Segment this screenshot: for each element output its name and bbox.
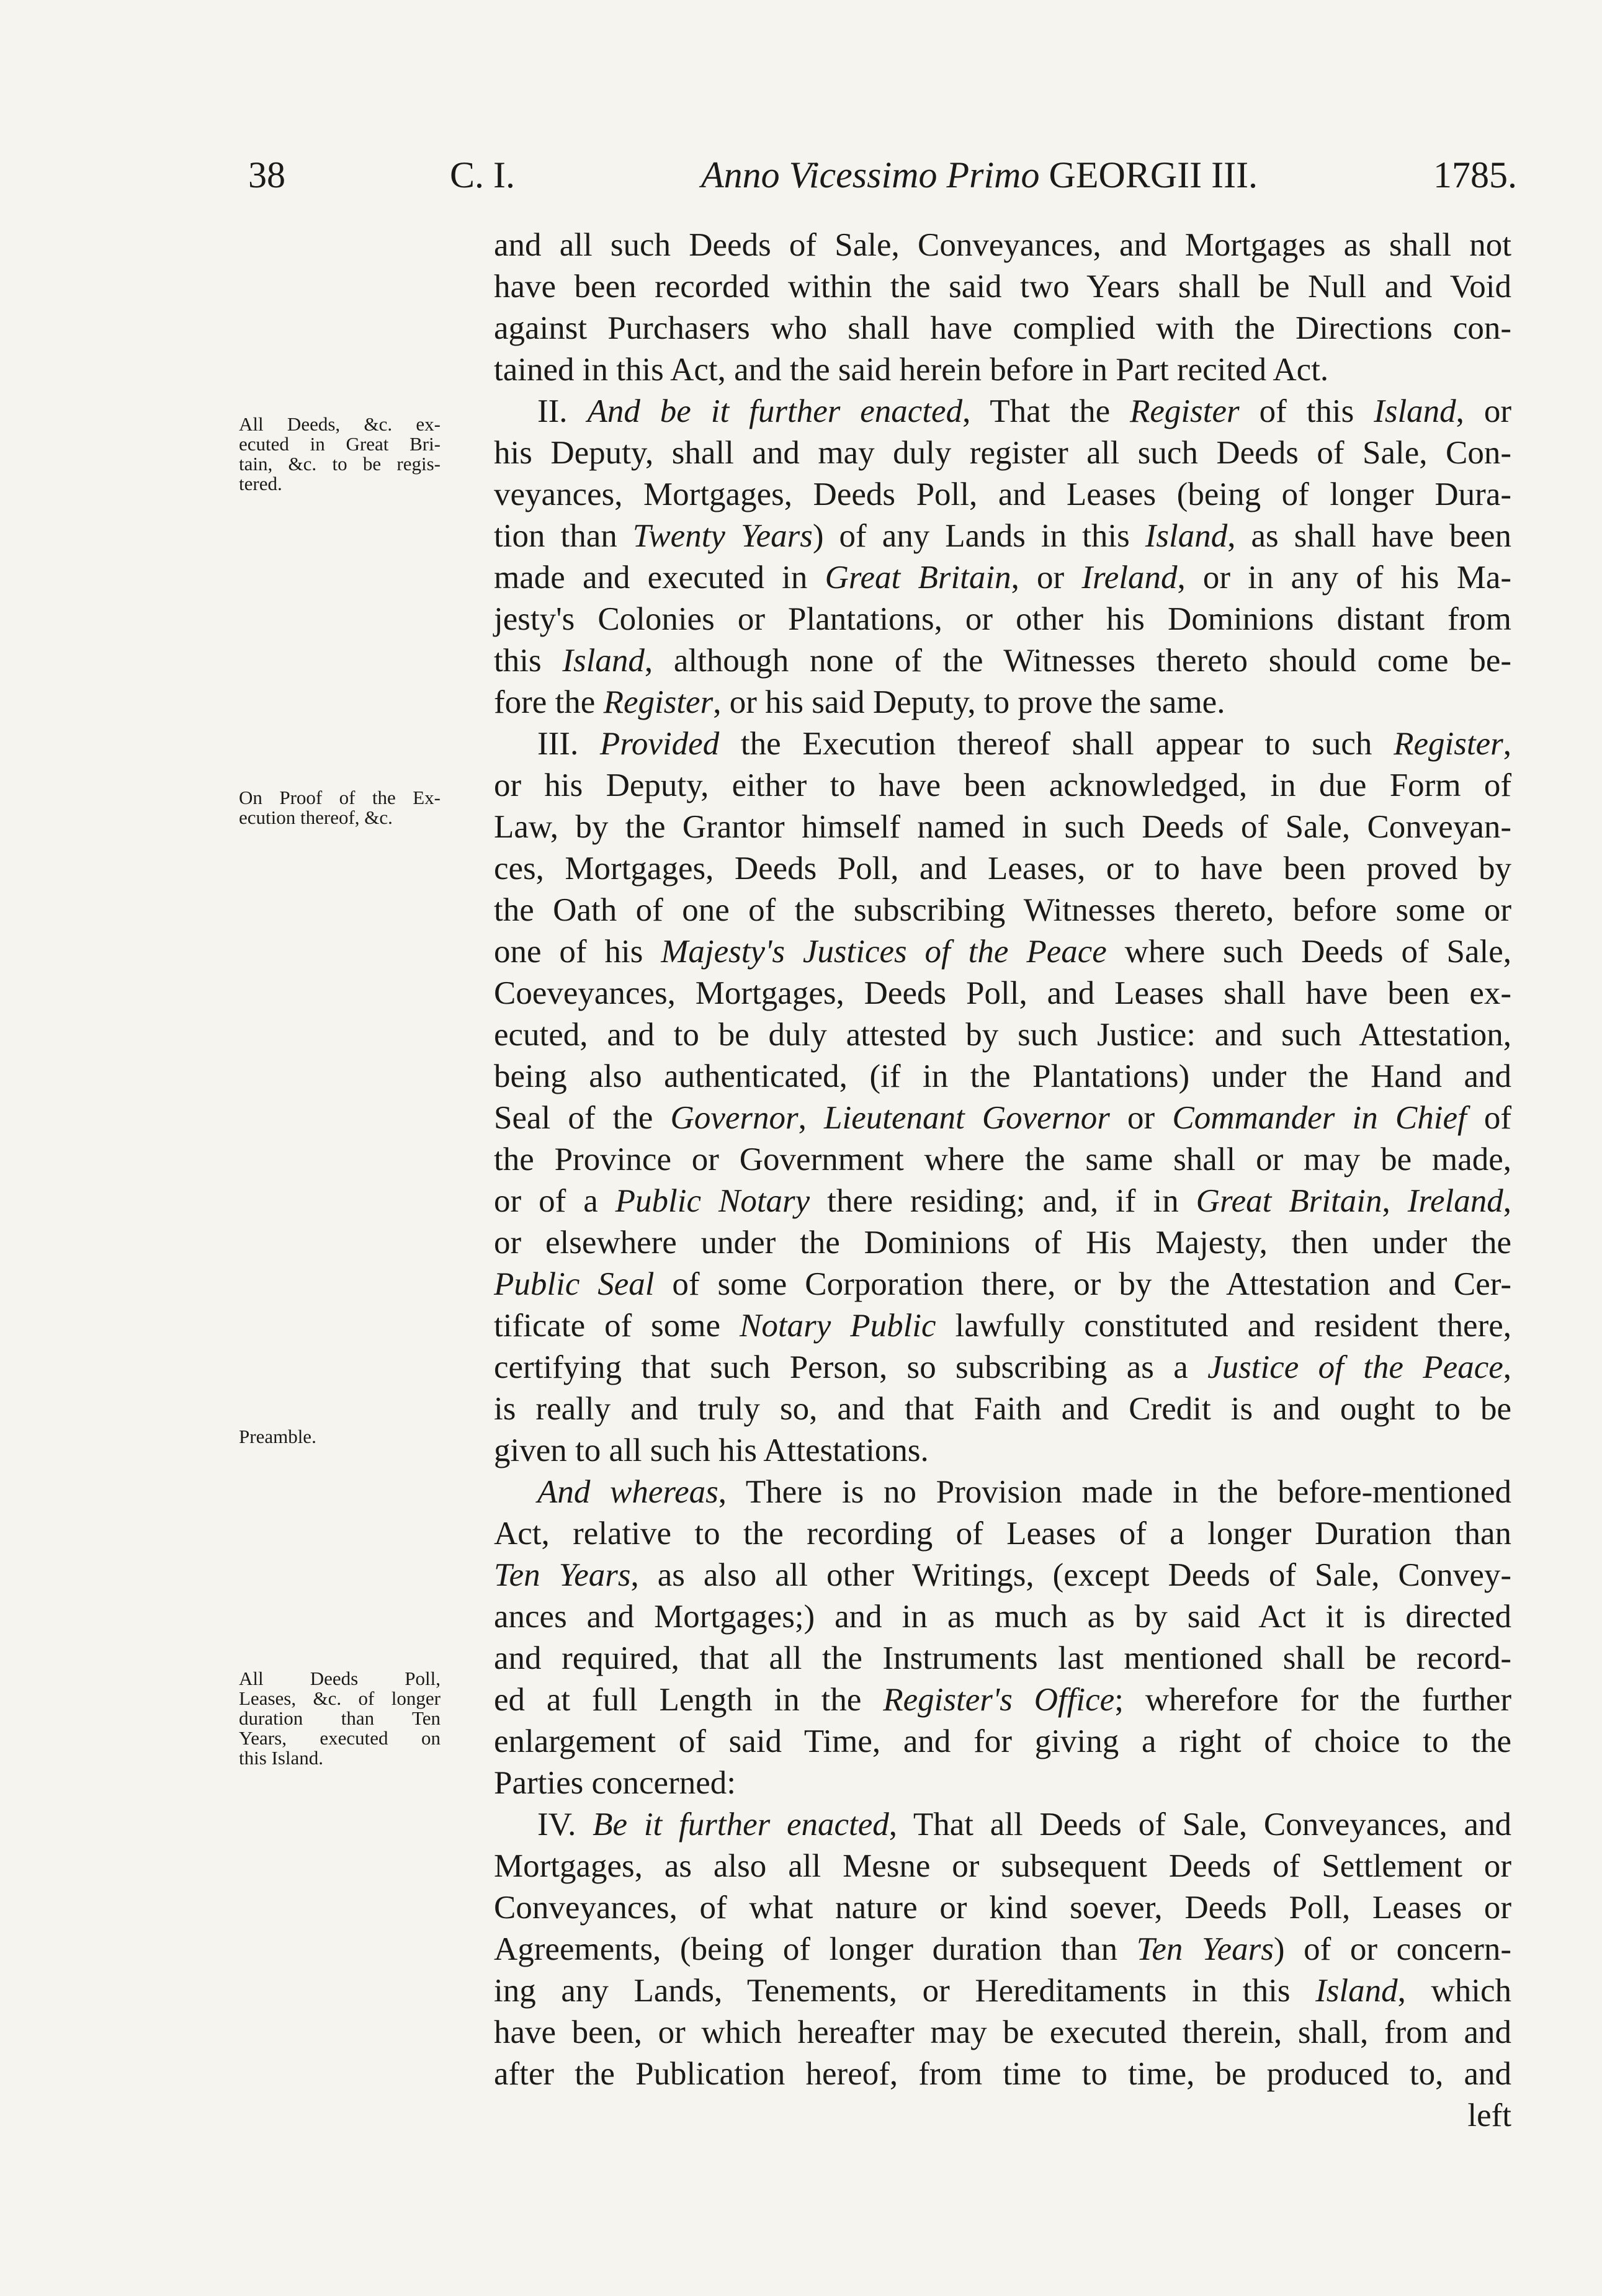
body-text bbox=[494, 225, 1511, 2137]
margin-note bbox=[239, 414, 441, 494]
text-line: veyances, Mortgages, Deeds Poll, and Leases (being of longer Dura- bbox=[494, 476, 1511, 512]
text-line: being also authenticated, (if in the Plantations) under the Hand and bbox=[494, 1058, 1511, 1094]
margin-note bbox=[239, 788, 441, 828]
text-line: against Purchasers who shall have complied with the Directions con- bbox=[494, 310, 1511, 346]
text-line: Ten Years, as also all other Writings, (except Deeds of Sale, Convey- bbox=[494, 1557, 1512, 1593]
running-header bbox=[248, 154, 1517, 203]
text-line: ances and Mortgages;) and in as much as by said Act it is directed bbox=[494, 1599, 1511, 1635]
margin-note-line: ecuted in Great Bri- bbox=[239, 433, 441, 455]
margin-note-line: All Deeds Poll, bbox=[239, 1668, 441, 1689]
text-line: ing any Lands, Tenements, or Hereditaments in this Island, which bbox=[494, 1973, 1511, 2009]
text-line: this Island, although none of the Witnesses thereto should come be- bbox=[494, 643, 1511, 679]
margin-note-line: Preamble. bbox=[239, 1426, 316, 1447]
text-line: Coeveyances, Mortgages, Deeds Poll, and Leases shall have been ex- bbox=[494, 975, 1511, 1011]
text-line: Seal of the Governor, Lieutenant Governor or Commander in Chief of bbox=[494, 1100, 1511, 1136]
text-line: Public Seal of some Corporation there, or by the Attestation and Cer- bbox=[494, 1266, 1511, 1302]
text-line: or elsewhere under the Dominions of His Majesty, then under the bbox=[494, 1225, 1511, 1261]
text-line: have been, or which hereafter may be executed therein, shall, from and bbox=[494, 2014, 1511, 2050]
text-line: the Province or Government where the same shall or may be made, bbox=[494, 1141, 1511, 1177]
text-line: given to all such his Attestations. bbox=[494, 1432, 929, 1468]
text-line: is really and truly so, and that Faith and Credit is and ought to be bbox=[494, 1391, 1511, 1427]
margin-note-line: All Deeds, &c. ex- bbox=[239, 413, 441, 435]
text-line: jesty's Colonies or Plantations, or other his Dominions distant from bbox=[494, 601, 1511, 637]
text-line: Act, relative to the recording of Leases of a longer Duration than bbox=[494, 1516, 1511, 1552]
running-title bbox=[701, 154, 1258, 197]
text-line: enlargement of said Time, and for giving a right of choice to the bbox=[494, 1723, 1511, 1759]
margin-note-line: duration than Ten bbox=[239, 1707, 441, 1729]
margin-note bbox=[239, 1427, 441, 1447]
text-line: Mortgages, as also all Mesne or subsequent Deeds of Settlement or bbox=[494, 1848, 1511, 1884]
text-line: And whereas, There is no Provision made in the before-mentioned bbox=[537, 1474, 1511, 1510]
text-line: fore the Register, or his said Deputy, to prove the same. bbox=[494, 684, 1225, 720]
margin-note-line: On Proof of the Ex- bbox=[239, 787, 441, 808]
text-line: after the Publication hereof, from time to time, be produced to, and bbox=[494, 2056, 1511, 2092]
text-line: one of his Majesty's Justices of the Peace where such Deeds of Sale, bbox=[494, 934, 1511, 970]
margin-note-line: ecution thereof, &c. bbox=[239, 806, 393, 828]
text-line: and all such Deeds of Sale, Conveyances, and Mortgages as shall not bbox=[494, 227, 1511, 263]
text-line: made and executed in Great Britain, or Ireland, or in any of his Ma- bbox=[494, 560, 1511, 596]
text-line: II. And be it further enacted, That the Register of this Island, or bbox=[537, 393, 1511, 429]
text-line: Conveyances, of what nature or kind soever, Deeds Poll, Leases or bbox=[494, 1890, 1511, 1926]
margin-note-line: this Island. bbox=[239, 1747, 324, 1769]
text-line: tained in this Act, and the said herein before in Part recited Act. bbox=[494, 352, 1329, 388]
margin-note bbox=[239, 1669, 441, 1768]
chapter-number: C. I. bbox=[450, 154, 515, 195]
text-line: or of a Public Notary there residing; and, if in Great Britain, Ireland, bbox=[494, 1183, 1511, 1219]
margin-note-line: tered. bbox=[239, 473, 282, 494]
text-line: ed at full Length in the Register's Office; wherefore for the further bbox=[494, 1682, 1511, 1718]
text-line: IV. Be it further enacted, That all Deeds of Sale, Conveyances, and bbox=[537, 1807, 1511, 1843]
text-line: have been recorded within the said two Years shall be Null and Void bbox=[494, 269, 1511, 305]
text-line: tion than Twenty Years) of any Lands in this Island, as shall have been bbox=[494, 518, 1511, 554]
text-line: Law, by the Grantor himself named in such Deeds of Sale, Conveyan- bbox=[494, 809, 1511, 845]
running-title-italic: Anno Vicessimo Primo bbox=[701, 154, 1040, 195]
page-number: 38 bbox=[248, 154, 285, 195]
margin-note-line: Leases, &c. of longer bbox=[239, 1687, 441, 1709]
text-line: left bbox=[1467, 2097, 1511, 2133]
text-line: III. Provided the Execution thereof shall appear to such Register, bbox=[537, 726, 1511, 762]
header-year: 1785. bbox=[1433, 154, 1517, 195]
margin-note-line: Years, executed on bbox=[239, 1727, 441, 1749]
text-line: the Oath of one of the subscribing Witnesses thereto, before some or bbox=[494, 892, 1511, 928]
text-line: ces, Mortgages, Deeds Poll, and Leases, or to have been proved by bbox=[494, 851, 1511, 887]
text-line: certifying that such Person, so subscribing as a Justice of the Peace, bbox=[494, 1349, 1512, 1385]
text-line: or his Deputy, either to have been acknowledged, in due Form of bbox=[494, 767, 1511, 803]
running-title-roman: GEORGII III. bbox=[1049, 154, 1258, 195]
text-line: Agreements, (being of longer duration than Ten Years) of or concern- bbox=[494, 1931, 1511, 1967]
text-line: Parties concerned: bbox=[494, 1765, 736, 1801]
text-line: tificate of some Notary Public lawfully constituted and resident there, bbox=[494, 1308, 1511, 1344]
text-line: his Deputy, shall and may duly register all such Deeds of Sale, Con- bbox=[494, 435, 1511, 471]
margin-note-line: tain, &c. to be regis- bbox=[239, 453, 441, 475]
text-line: ecuted, and to be duly attested by such Justice: and such Attestation, bbox=[494, 1017, 1511, 1053]
text-line: and required, that all the Instruments last mentioned shall be record- bbox=[494, 1640, 1511, 1676]
